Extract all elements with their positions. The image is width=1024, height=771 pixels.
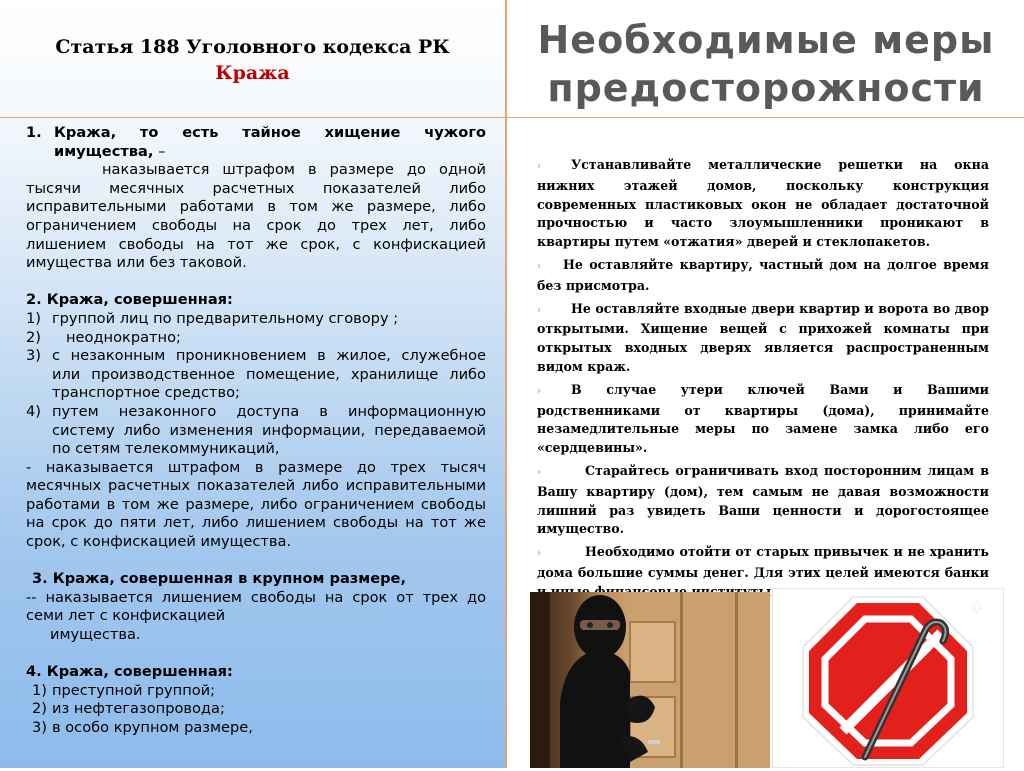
precaution-text: Устанавливайте металлические решетки на окна нижних этажей домов, поскольку конструкция современных пластиковых окон не обладает достаточной прочностью и часто злоумышленники проникают в квартиры путем «отжатия» дверей и стеклопакетов.	[537, 157, 989, 250]
precaution-text: В случае утери ключей Вами и Вашими родственниками от квартиры (дома), принимайте незамедлительные меры по замене замка либо его «сердцевины».	[537, 381, 989, 456]
part-4-item-text: из нефтегазопровода;	[52, 700, 225, 718]
precaution-text: Старайтесь ограничивать вход посторонним лицам в Вашу квартиру (дом), тем самым не давая возможности лишний раз увидеть Ваши ценности и дорогостоящее имущество.	[537, 462, 989, 537]
part-4-item	[26, 700, 486, 719]
article-subtitle: Кража	[215, 62, 290, 84]
part-4-item	[26, 719, 486, 738]
bullet-icon: ›	[537, 466, 541, 478]
precaution-text: Не оставляйте входные двери квартир и ворота во двор открытыми. Хищение вещей с прихожей комнаты при открытых входных дверях является распространенным видом краж.	[537, 300, 989, 374]
stop-crowbar-icon	[773, 589, 1003, 767]
bullet-icon: ›	[537, 304, 541, 316]
part-1-heading	[54, 124, 486, 161]
precaution-item	[537, 156, 989, 252]
precaution-text: Необходимо отойти от старых привычек и не хранить дома большие суммы денег. Для этих целей имеются банки	[537, 544, 989, 580]
part-2-item-text: путем незаконного доступа в информационную систему либо изменения информации, передаваемой по сетям телекоммуникаций,	[52, 402, 486, 458]
bullet-icon: ›	[537, 385, 541, 397]
part-4-item-number: 3)	[32, 719, 47, 736]
precaution-text: Не оставляйте квартиру, частный дом на долгое время без присмотра.	[537, 256, 989, 293]
part-2-item-number: 4)	[26, 402, 41, 420]
article-body	[26, 124, 486, 738]
part-2-item	[26, 347, 486, 403]
part-1-body: наказывается штрафом в размере до одной тысячи месячных расчетных показателей либо исправительными работами в том же размере, либо ограничением свободы на срок до трех лет, либо лишением свободы на тот же срок, с конфискацией имущества или без таковой.	[26, 161, 486, 272]
stop-sign-image	[772, 588, 1004, 768]
bullet-icon: ›	[537, 161, 541, 172]
part-4-item-text: в особо крупном размере,	[52, 719, 253, 736]
burglar-illustration	[530, 592, 770, 768]
part-1-number: 1.	[26, 124, 42, 141]
part-2-body: - наказывается штрафом в размере до трех тысяч месячных расчетных показателей либо исправительными работами в том же размере, либо ограничением свободы на срок до пяти лет, либо лишением свободы на тот же срок, с конфискацией имущества.	[26, 458, 486, 551]
part-2-item	[26, 329, 486, 348]
part-4-item	[26, 682, 486, 701]
part-1	[26, 124, 486, 161]
part-3-body-cont: имущества.	[50, 626, 141, 644]
part-3-heading: 3. Кража, совершенная в крупном размере,	[32, 570, 406, 588]
precaution-item	[537, 381, 989, 458]
part-2-item	[26, 310, 486, 329]
precaution-item	[537, 462, 989, 539]
part-2-heading: 2. Кража, совершенная:	[26, 291, 233, 309]
precautions-title: Необходимые меры предосторожности	[537, 18, 995, 110]
left-panel	[0, 0, 505, 768]
part-4-item-text: преступной группой;	[52, 681, 216, 699]
part-1-bold: Кража, то есть тайное хищение чужого имущества,	[54, 124, 486, 160]
precaution-item	[537, 256, 989, 296]
precautions-list	[537, 156, 989, 606]
burglar-photo	[530, 592, 770, 768]
precaution-item	[537, 300, 989, 377]
article-title: Статья 188 Уголовного кодекса РК	[55, 36, 450, 58]
part-4-item-number: 2)	[32, 700, 47, 718]
bullet-icon: ›	[537, 548, 541, 560]
vertical-divider	[505, 0, 507, 768]
article-title-block	[0, 34, 505, 86]
part-3-body: -- наказывается лишением свободы на срок от трех до семи лет с конфискацией	[26, 588, 486, 625]
part-2-item-text: с незаконным проникновением в жилое, служебное или производственное помещение, хранилище либо транспортное средство;	[52, 347, 486, 402]
part-2-item-number: 1)	[26, 309, 41, 327]
horizontal-divider	[0, 117, 1024, 118]
bullet-icon: ›	[537, 260, 541, 272]
part-2-item-number: 3)	[26, 347, 41, 365]
part-4-item-number: 1)	[32, 681, 47, 699]
part-4-heading: 4. Кража, совершенная:	[26, 663, 233, 681]
part-2-item-text: группой лиц по предварительному сговору ;	[52, 309, 399, 327]
part-2-item	[26, 403, 486, 459]
part-2-item-number: 2)	[26, 328, 41, 346]
part-1-dash: –	[153, 142, 166, 160]
part-2-item-text: неоднократно;	[66, 328, 181, 346]
